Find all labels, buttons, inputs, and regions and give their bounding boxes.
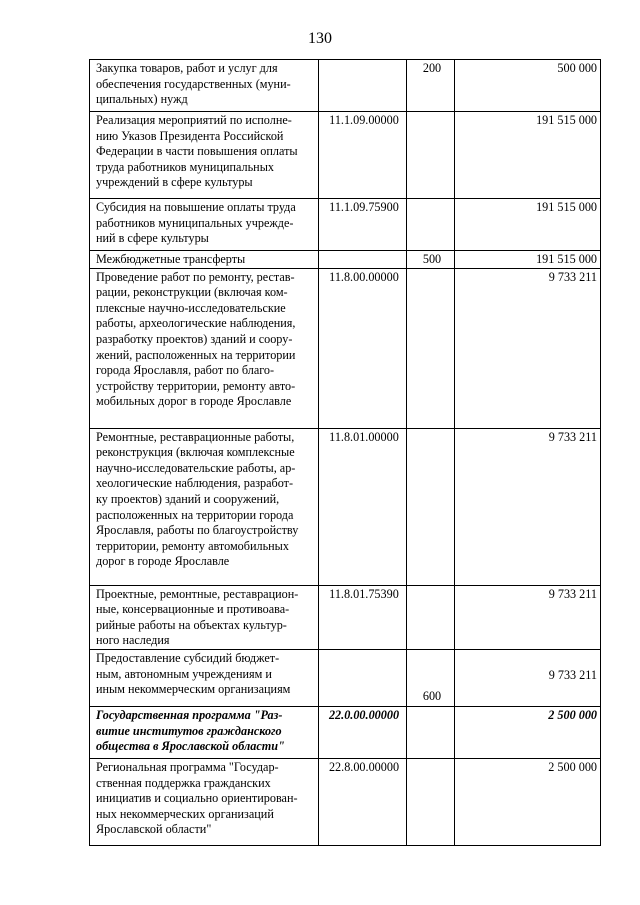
row-expense-type (407, 585, 455, 649)
row-expense-type (407, 112, 455, 199)
row-expense-type: 600 (407, 649, 455, 706)
row-target-code (319, 649, 407, 706)
row-target-code: 11.8.01.75390 (319, 585, 407, 649)
row-target-code: 11.1.09.75900 (319, 199, 407, 251)
row-sum: 500 000 (455, 60, 601, 112)
table-row (90, 758, 601, 845)
table-row (90, 199, 601, 251)
row-target-code: 11.8.01.00000 (319, 428, 407, 585)
table-row (90, 251, 601, 269)
row-target-code: 22.0.00.00000 (319, 706, 407, 758)
row-sum: 9 733 211 (455, 585, 601, 649)
table-row (90, 112, 601, 199)
row-name: Субсидия на повышение оплаты труда работников муниципальных учрежде- ний в сфере культуры (90, 199, 319, 251)
row-target-code (319, 60, 407, 112)
row-sum: 9 733 211 (455, 428, 601, 585)
row-name: Межбюджетные трансферты (90, 251, 319, 269)
row-name: Проектные, ремонтные, реставрацион- ные, консервационные и противоава- рийные работы на объектах культур- ного наследия (90, 585, 319, 649)
row-sum: 2 500 000 (455, 758, 601, 845)
row-sum: 191 515 000 (455, 199, 601, 251)
row-expense-type (407, 758, 455, 845)
row-sum: 9 733 211 (455, 649, 601, 706)
table-row (90, 428, 601, 585)
row-sum: 191 515 000 (455, 251, 601, 269)
row-name: Государственная программа "Раз- витие институтов гражданского общества в Ярославской области" (90, 706, 319, 758)
row-sum: 191 515 000 (455, 112, 601, 199)
row-name: Реализация мероприятий по исполне- нию Указов Президента Российской Федерации в части повышения оплаты труда работников муниципальных учреждений в сфере культуры (90, 112, 319, 199)
row-expense-type (407, 199, 455, 251)
table-row (90, 60, 601, 112)
row-name: Региональная программа "Государ- ственная поддержка гражданских инициатив и социально ориентирован- ных некоммерческих организаций Ярославской области" (90, 758, 319, 845)
table-row (90, 585, 601, 649)
row-name: Ремонтные, реставрационные работы, реконструкция (включая комплексные научно-исследовательские работы, ар- хеологические наблюдения, разработ- ку проектов) зданий и сооружений, расположенных на территории города Ярославля, работы по благоустройству территории, ремонту автомобильных дорог в городе Ярославле (90, 428, 319, 585)
budget-table (89, 59, 601, 846)
row-target-code: 11.8.00.00000 (319, 268, 407, 428)
row-target-code (319, 251, 407, 269)
row-expense-type (407, 268, 455, 428)
page-number: 130 (308, 30, 332, 47)
row-name: Проведение работ по ремонту, рестав- рации, реконструкции (включая ком- плексные научно-исследовательские работы, археологические наблюдения, разработку проектов) зданий и соору- жений, расположенных на территории города Ярославля, работ по благо- устройству территории, ремонту авто- мобильных дорог в городе Ярославле (90, 268, 319, 428)
row-sum: 9 733 211 (455, 268, 601, 428)
row-name: Закупка товаров, работ и услуг для обеспечения государственных (муни- ципальных) нужд (90, 60, 319, 112)
table-row (90, 268, 601, 428)
table-row (90, 706, 601, 758)
row-name: Предоставление субсидий бюджет- ным, автономным учреждениям и иным некоммерческим организациям (90, 649, 319, 706)
row-target-code: 22.8.00.00000 (319, 758, 407, 845)
row-expense-type: 200 (407, 60, 455, 112)
row-expense-type (407, 706, 455, 758)
row-sum: 2 500 000 (455, 706, 601, 758)
table-row (90, 649, 601, 706)
row-expense-type (407, 428, 455, 585)
row-target-code: 11.1.09.00000 (319, 112, 407, 199)
row-expense-type: 500 (407, 251, 455, 269)
